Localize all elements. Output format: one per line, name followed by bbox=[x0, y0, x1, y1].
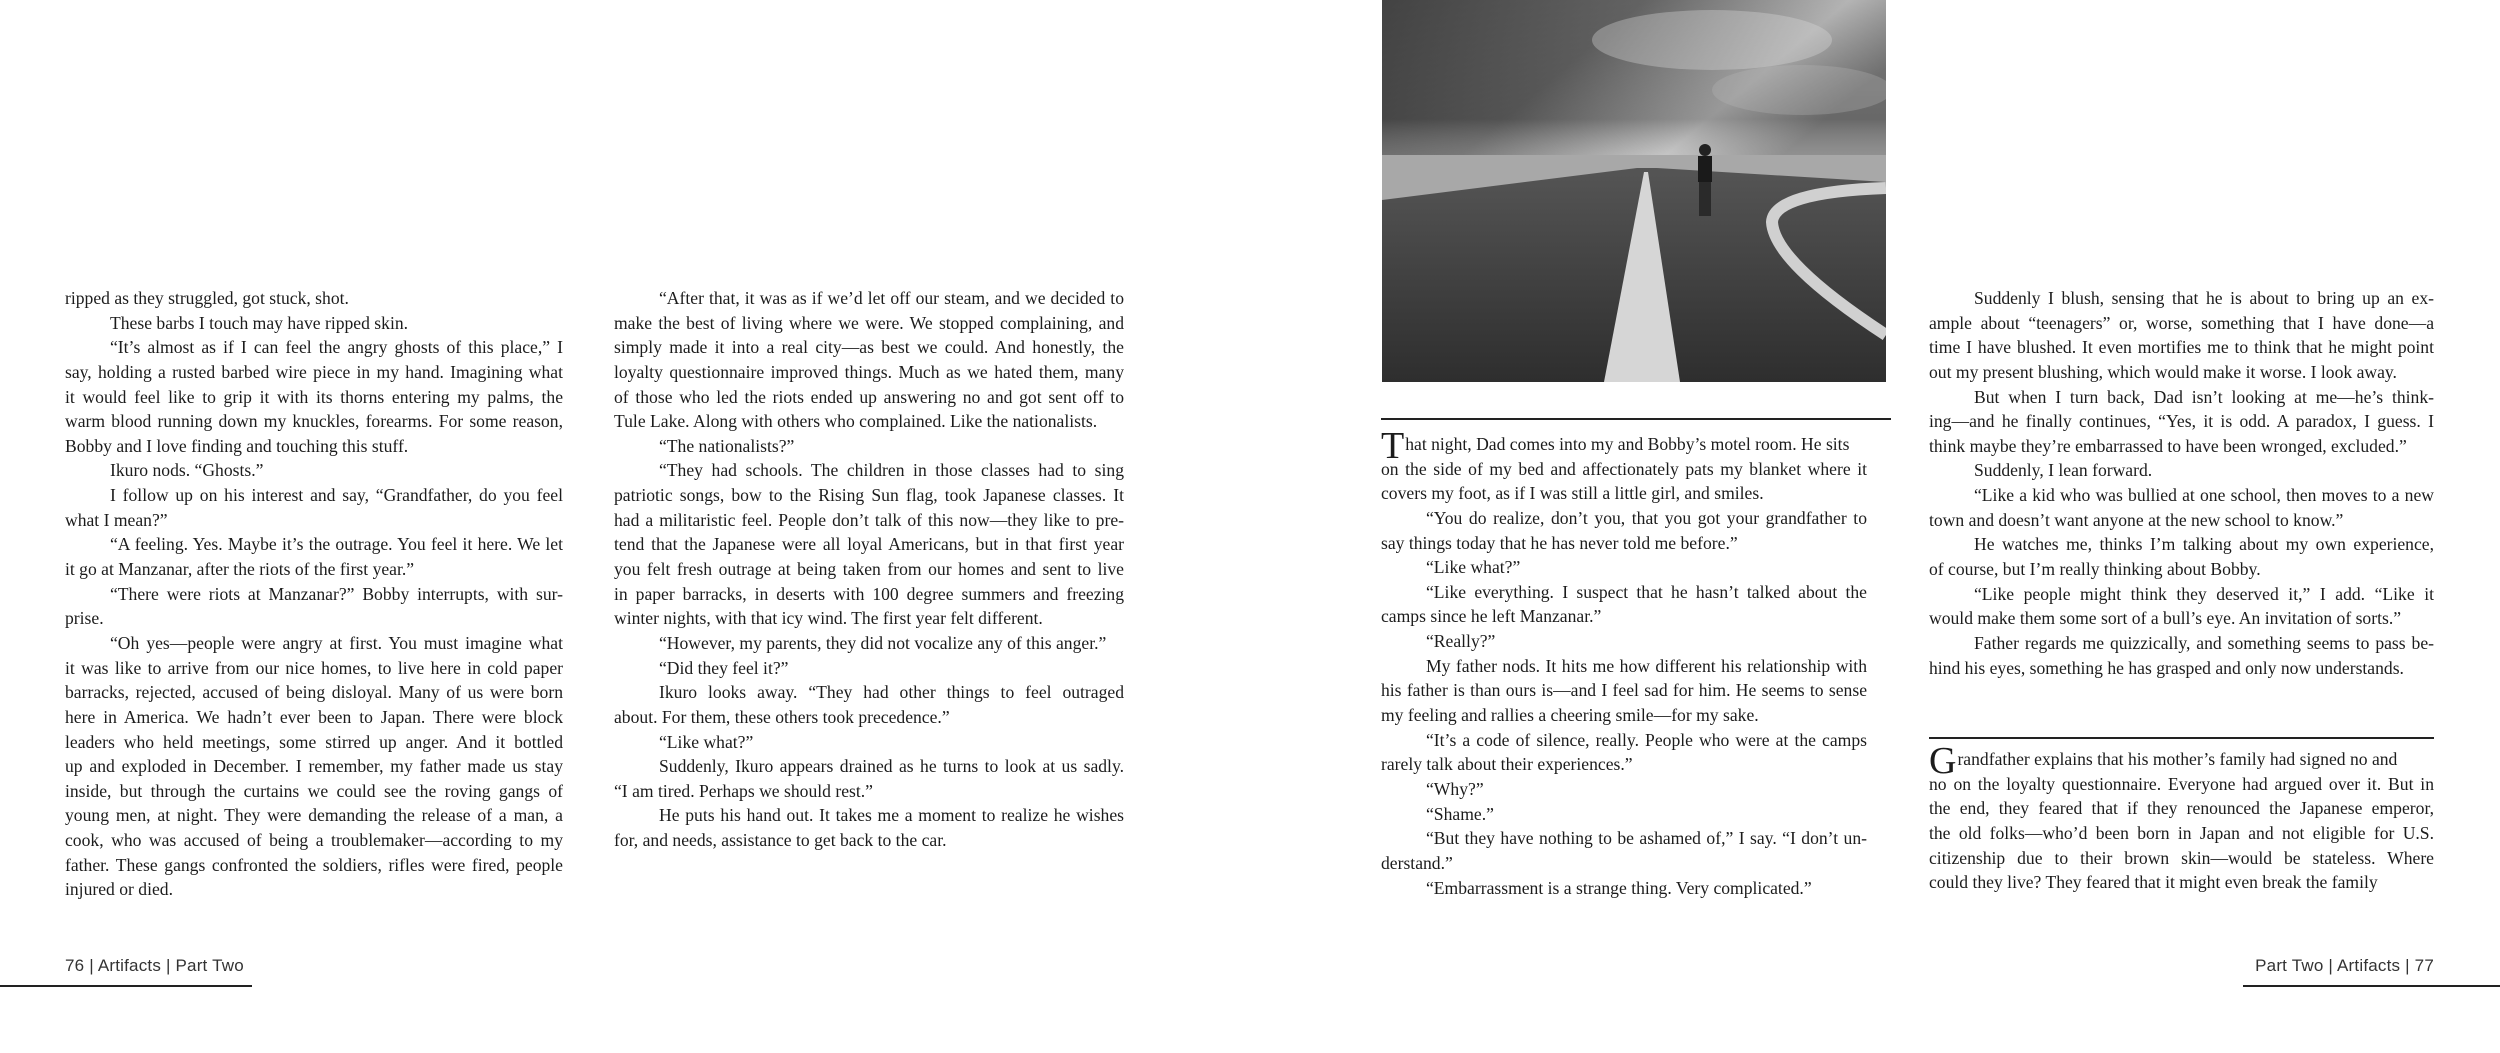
text-line: derstand.” bbox=[1381, 852, 1453, 873]
text-line: ing—and he finally continues, “Yes, it is odd. A paradox, I guess. I bbox=[1929, 411, 2434, 432]
text-line: Suddenly, I lean forward. bbox=[1974, 460, 2153, 481]
text-line: his father is than ours is—and I feel sad for him. He seems to sense bbox=[1381, 680, 1867, 701]
text-line: “A feeling. Yes. Maybe it’s the outrage. You feel it here. We let bbox=[110, 534, 563, 555]
text-line: “Like a kid who was bullied at one school, then moves to a new bbox=[1974, 485, 2434, 506]
text-line: of course, but I’m really thinking about Bobby. bbox=[1929, 559, 2261, 580]
text-line: patriotic songs, bow to the Rising Sun flag, took Japanese classes. It bbox=[614, 485, 1124, 506]
text-line: Bobby and I love finding and touching this stuff. bbox=[65, 435, 409, 456]
text-line: Ikuro nods. “Ghosts.” bbox=[110, 460, 264, 481]
text-line: make the best of living where we were. We stopped complaining, and bbox=[614, 312, 1124, 333]
text-line: on the side of my bed and affectionately pats my blanket where it bbox=[1381, 458, 1867, 479]
text-line: “It’s almost as if I can feel the angry ghosts of this place,” I bbox=[110, 337, 563, 358]
left-page-column-1 bbox=[65, 286, 563, 902]
text-line: time I have blushed. It even mortifies me to think that he might point bbox=[1929, 337, 2434, 358]
text-line: injured or died. bbox=[65, 879, 173, 900]
text-line: ripped as they struggled, got stuck, shot. bbox=[65, 288, 349, 308]
text-line: “Oh yes—people were angry at first. You must imagine what bbox=[110, 632, 563, 653]
drop-cap: G bbox=[1929, 740, 1957, 782]
text-line: simply made it into a real city—as best we could. And honestly, the bbox=[614, 337, 1124, 358]
text-line: He puts his hand out. It takes me a moment to realize he wishes bbox=[659, 805, 1124, 826]
text-line: “You do realize, don’t you, that you got your grandfather to bbox=[1426, 507, 1867, 528]
text-line: out my present blushing, which would make it worse. I look away. bbox=[1929, 361, 2397, 382]
text-line: in paper barracks, in deserts with 100 degree summers and freezing bbox=[614, 583, 1124, 604]
text-line: ample about “teenagers” or, worse, something that I have done—a bbox=[1929, 312, 2434, 333]
text-line: Tule Lake. Along with others who complained. Like the nationalists. bbox=[614, 411, 1098, 432]
text-line: hind his eyes, something he has grasped and only now understands. bbox=[1929, 657, 2404, 678]
text-line: “There were riots at Manzanar?” Bobby interrupts, with sur- bbox=[110, 583, 563, 604]
text-line: Suddenly I blush, sensing that he is about to bring up an ex- bbox=[1974, 288, 2434, 308]
section-divider-rule bbox=[1929, 737, 2434, 739]
right-page-column-2-section bbox=[1929, 740, 2434, 895]
text-line: for, and needs, assistance to get back to the car. bbox=[614, 830, 947, 851]
text-line: the end, they feared that if they renounced the Japanese emperor, bbox=[1929, 798, 2434, 819]
text-line: “Like people might think they deserved it,” I add. “Like it bbox=[1974, 583, 2434, 604]
text-line: “I am tired. Perhaps we should rest.” bbox=[614, 780, 873, 801]
text-line: Suddenly, Ikuro appears drained as he turns to look at us sadly. bbox=[659, 756, 1124, 777]
text-line: rarely talk about their experiences.” bbox=[1381, 754, 1633, 775]
text-line: inside, but through the curtains we could see the roving gangs of bbox=[65, 780, 563, 801]
text-line: “Why?” bbox=[1426, 778, 1484, 799]
text-line: “Like everything. I suspect that he hasn’t talked about the bbox=[1426, 581, 1867, 602]
text-line: tend that the Japanese were all loyal Americans, but in that first year bbox=[614, 534, 1124, 555]
text-line: it go at Manzanar, after the riots of the first year.” bbox=[65, 559, 415, 580]
text-line: camps since he left Manzanar.” bbox=[1381, 606, 1602, 627]
text-line bbox=[1929, 740, 2434, 782]
text-line: my feeling and rallies a cheering smile—for my sake. bbox=[1381, 705, 1759, 726]
text-line: “Really?” bbox=[1426, 631, 1496, 652]
text-line: cook, who was accused of being a troublemaker—according to my bbox=[65, 830, 563, 851]
text-line: father. These gangs confronted the soldiers, rifles were fired, people bbox=[65, 854, 563, 875]
text-line: “The nationalists?” bbox=[659, 435, 795, 456]
text-line: “It’s a code of silence, really. People who were at the camps bbox=[1426, 729, 1867, 750]
text-line: of those who led the riots ended up answering no and got sent off to bbox=[614, 386, 1124, 407]
text-line: young men, at night. They were demanding the release of a man, a bbox=[65, 805, 563, 826]
text-line: “But they have nothing to be ashamed of,” I say. “I don’t un- bbox=[1426, 828, 1867, 849]
right-page-footer: Part Two | Artifacts | 77 bbox=[2255, 956, 2434, 975]
text-line: “Like what?” bbox=[659, 731, 754, 752]
text-line: what I mean?” bbox=[65, 509, 168, 530]
text-line: say, holding a rusted barbed wire piece in my hand. Imagining what bbox=[65, 361, 563, 382]
text-line: no on the loyalty questionnaire. Everyone had argued over it. But in bbox=[1929, 773, 2434, 794]
text-line: had a militaristic feel. People don’t talk of this now—they like to pre- bbox=[614, 509, 1124, 530]
text-line: loyalty questionnaire improved things. Much as we hated them, many bbox=[614, 361, 1124, 382]
left-page-column-2 bbox=[614, 286, 1124, 853]
text-line: it would feel like to grip it with its thorns entering my palms, the bbox=[65, 386, 563, 407]
road-photo bbox=[1382, 0, 1886, 382]
text-line: would make them some sort of a bull’s eye. An invitation of sorts.” bbox=[1929, 608, 2402, 629]
right-page-column-2 bbox=[1929, 286, 2434, 680]
text-line: Father regards me quizzically, and something seems to pass be- bbox=[1974, 632, 2434, 653]
text-line: But when I turn back, Dad isn’t looking at me—he’s think- bbox=[1974, 386, 2434, 407]
text-line-content: randfather explains that his mother’s family had signed no and bbox=[1957, 749, 2398, 769]
text-line: “Did they feel it?” bbox=[659, 657, 789, 678]
footer-rule bbox=[2243, 985, 2500, 987]
text-line: “Like what?” bbox=[1426, 557, 1521, 578]
text-line: you felt fresh outrage at being taken from our homes and sent to live bbox=[614, 559, 1124, 580]
text-line: “Embarrassment is a strange thing. Very complicated.” bbox=[1426, 877, 1812, 898]
text-line: barracks, rejected, accused of being disloyal. Many of us were born bbox=[65, 682, 563, 703]
text-line bbox=[1381, 425, 1867, 467]
text-line: the old folks—who’d been born in Japan and not eligible for U.S. bbox=[1929, 822, 2434, 843]
text-line: think maybe they’re embarrassed to have been wronged, excluded.” bbox=[1929, 435, 2407, 456]
right-page-column-1 bbox=[1381, 425, 1867, 900]
text-line: say things today that he has never told me before.” bbox=[1381, 532, 1738, 553]
footer-rule bbox=[0, 985, 252, 987]
text-line: I follow up on his interest and say, “Grandfather, do you feel bbox=[110, 485, 563, 506]
text-line: here in America. We hadn’t ever been to Japan. There were block bbox=[65, 706, 563, 727]
text-line: up and exploded in December. I remember, my father made us stay bbox=[65, 756, 563, 777]
text-line: “However, my parents, they did not vocalize any of this anger.” bbox=[659, 632, 1107, 653]
text-line: about. For them, these others took precedence.” bbox=[614, 706, 950, 727]
text-line: My father nods. It hits me how different his relationship with bbox=[1426, 655, 1867, 676]
text-line: prise. bbox=[65, 608, 104, 629]
text-line: “Shame.” bbox=[1426, 803, 1494, 824]
text-line: it was like to arrive from our nice homes, to live here in cold paper bbox=[65, 657, 563, 678]
text-line: He watches me, thinks I’m talking about my own experience, bbox=[1974, 534, 2434, 555]
drop-cap: T bbox=[1381, 425, 1405, 467]
text-line-content: hat night, Dad comes into my and Bobby’s motel room. He sits bbox=[1405, 434, 1850, 454]
text-line: Ikuro looks away. “They had other things to feel outraged bbox=[659, 682, 1124, 703]
text-line: covers my foot, as if I was still a little girl, and smiles. bbox=[1381, 483, 1764, 504]
left-page-footer: 76 | Artifacts | Part Two bbox=[65, 956, 244, 975]
text-line: These barbs I touch may have ripped skin. bbox=[110, 312, 409, 333]
text-line: “After that, it was as if we’d let off our steam, and we decided to bbox=[659, 288, 1124, 308]
text-line: leaders who held meetings, some stirred up anger. And it bottled bbox=[65, 731, 563, 752]
text-line: could they live? They feared that it might even break the family bbox=[1929, 872, 2378, 893]
section-divider-rule bbox=[1381, 418, 1891, 420]
text-line: “They had schools. The children in those classes had to sing bbox=[659, 460, 1124, 481]
text-line: town and doesn’t want anyone at the new school to know.” bbox=[1929, 509, 2344, 530]
text-line: warm blood running down my knuckles, forearms. For some reason, bbox=[65, 411, 563, 432]
text-line: citizenship due to their brown skin—would be stateless. Where bbox=[1929, 847, 2434, 868]
text-line: winter nights, with that icy wind. The first year felt different. bbox=[614, 608, 1043, 629]
